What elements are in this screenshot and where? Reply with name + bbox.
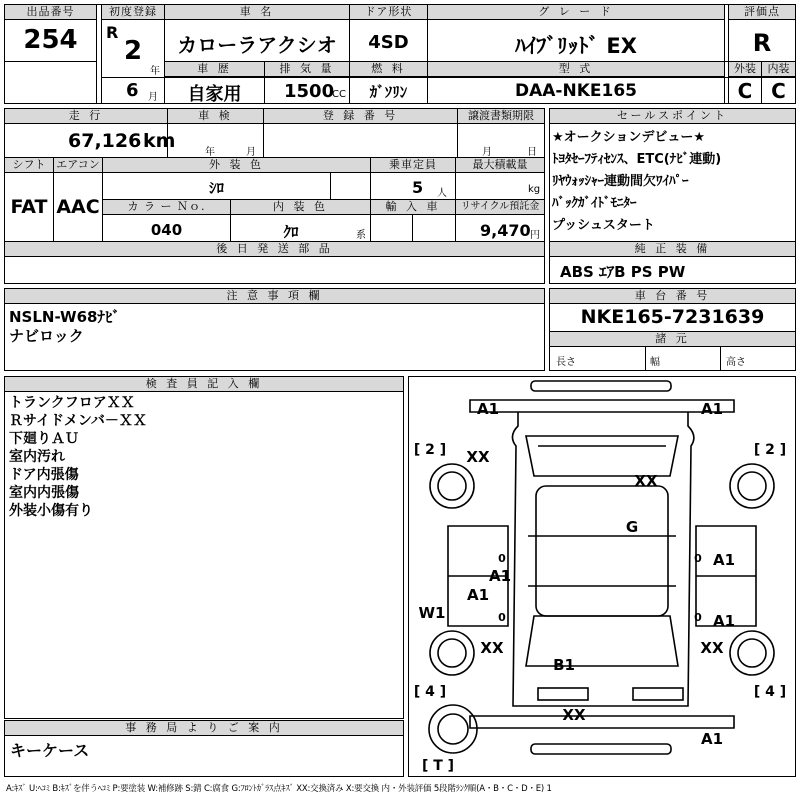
front-bumper-outline (470, 400, 734, 412)
width-label: 幅 (650, 357, 660, 368)
inspection-year-unit: 年 (205, 147, 215, 158)
damage-legend: A:ｷｽﾞ U:ﾍｺﾐ B:ｷｽﾞを伴うﾍｺﾐ P:要塗装 W:補修跡 S:錆 C:腐食 G:ﾌﾛﾝﾄｶﾞﾗｽ点ｷｽﾞ XX:交換済み X:要交換 内・外装評価 5段階ﾗﾝｸ順(A・B・C・D・E) 1 (6, 784, 552, 794)
capacity: 5 (412, 178, 424, 197)
first-reg-label: 初度登録 (102, 5, 164, 20)
damage-mark: XX (480, 639, 504, 657)
mileage-label: 走 行 (5, 109, 167, 124)
damage-mark: G (625, 518, 639, 536)
shift: FAT (10, 196, 48, 218)
inspector-item: Ｒサイドメンバ－ＸＸ (9, 413, 147, 429)
chassis-label: 車 台 番 号 (550, 289, 795, 304)
car-name: カローラアクシオ (177, 33, 337, 57)
interior-grade: C (771, 79, 786, 103)
office-text: キーケース (10, 741, 90, 760)
rear-window (526, 616, 678, 666)
wheel-front-right (730, 464, 774, 508)
grade: ﾊｲﾌﾞﾘｯﾄﾞ EX (515, 34, 637, 58)
shift-label: シフト (5, 158, 53, 173)
office-label: 事 務 局 よ り ご 案 内 (5, 721, 403, 736)
damage-mark: XX (466, 448, 490, 466)
length-label: 長さ (556, 357, 576, 368)
notes-list (9, 308, 529, 346)
inspector-label: 検 査 員 記 入 欄 (5, 377, 403, 392)
later-parts-label: 後 日 発 送 部 品 (5, 242, 544, 257)
model-label: 型 式 (428, 62, 724, 77)
capacity-label: 乗車定員 (371, 158, 455, 173)
inspector-item: 下廻りＡＵ (9, 431, 79, 447)
displacement-label: 排 気 量 (265, 62, 349, 77)
mileage: 67,126 (68, 130, 142, 152)
note-item: NSLN-W68ﾅﾋﾞ (9, 308, 120, 326)
tire-label: [ 4 ] (413, 684, 447, 700)
inspector-item: トランクフロアＸＸ (9, 395, 135, 411)
grade-label: グ レ ー ド (428, 5, 724, 20)
sales-point-item: ★オークションデビュー★ (552, 130, 706, 145)
score: R (752, 29, 772, 57)
import-label: 輸 入 車 (371, 200, 455, 215)
inspector-item: 室内汚れ (9, 449, 65, 465)
lot-no-label: 出品番号 (5, 5, 96, 20)
inspection-month-unit: 月 (246, 147, 256, 158)
transfer-label: 譲渡書類期限 (458, 109, 544, 124)
damage-mark: W1 (418, 604, 446, 622)
equipment-label: 純 正 装 備 (550, 242, 795, 257)
rear-bumper-lamps (538, 688, 588, 700)
inspector-item: 室内内張傷 (9, 485, 79, 501)
lot-number: 254 (23, 25, 78, 55)
spare-wheel (429, 705, 477, 753)
exterior-grade: C (737, 79, 753, 103)
reg-no-label: 登 録 番 号 (264, 109, 457, 124)
mileage-unit: km (143, 130, 176, 152)
zero-mark: 0 (694, 552, 702, 565)
notes-label: 注 意 事 項 欄 (5, 289, 544, 304)
recycle-label: リサイクル預託金 (456, 200, 544, 215)
roof (536, 486, 668, 616)
door-label: ドア形状 (350, 5, 427, 20)
displacement-unit: CC (332, 89, 346, 100)
sales-points-list (552, 127, 792, 237)
max-load-label: 最大積載量 (456, 158, 544, 173)
ac-label: エアコン (54, 158, 102, 173)
damage-mark: B1 (553, 656, 575, 674)
fuel: ｶﾞｿﾘﾝ (369, 83, 408, 101)
sales-point-item: ﾄﾖﾀｾｰﾌﾃｨｾﾝｽ、ETC(ﾅﾋﾞ連動) (552, 152, 722, 167)
max-load-unit: kg (528, 184, 541, 195)
spec-label: 諸 元 (550, 332, 795, 347)
exterior-label: 外装 (729, 62, 761, 77)
damage-mark: XX (634, 472, 658, 490)
inspector-item: ドア内張傷 (9, 467, 79, 483)
sales-point-item: プッシュスタート (552, 218, 655, 233)
car-diagram (408, 376, 796, 777)
tire-label: [ 2 ] (413, 442, 447, 458)
windshield (526, 436, 678, 476)
sales-point-item: ﾊﾞｯｸｶﾞｲﾄﾞﾓﾆﾀｰ (552, 196, 637, 211)
transfer-month-unit: 月 (482, 147, 492, 158)
car-name-label: 車 名 (165, 5, 349, 20)
wheel-rear-right (730, 631, 774, 675)
int-color-unit: 系 (356, 230, 366, 241)
wheel-rear-left (430, 631, 474, 675)
equipment: ABS ｴｱB PS PW (560, 263, 686, 281)
chassis-number: NKE165-7231639 (580, 306, 765, 328)
color-no-label: カ ラ ー Ｎｏ. (103, 200, 230, 215)
first-reg-era: R (106, 23, 119, 42)
ext-color-label: 外 装 色 (103, 158, 370, 173)
inspector-item: 外装小傷有り (9, 503, 93, 519)
transfer-day-unit: 日 (527, 147, 537, 158)
reg-history-label: 車 歴 (165, 62, 264, 77)
rear-bumper (470, 716, 734, 728)
note-item: ナビロック (9, 327, 84, 345)
sales-point-item: ﾘﾔｳｫｯｼｬｰ連動間欠ﾜｲﾊﾟｰ (552, 174, 689, 189)
car-outline (512, 412, 693, 706)
damage-mark: A1 (476, 400, 500, 418)
month-unit: 月 (148, 92, 158, 103)
zero-mark: 0 (694, 611, 702, 624)
color-no: 040 (150, 221, 183, 239)
zero-mark: 0 (498, 611, 506, 624)
damage-mark: A1 (466, 586, 490, 604)
damage-mark: A1 (700, 730, 724, 748)
damage-mark: XX (700, 639, 724, 657)
recycle-fee: 9,470 (480, 221, 531, 240)
recycle-unit: 円 (530, 230, 540, 241)
wheel-front-left (430, 464, 474, 508)
tire-label: [ T ] (421, 758, 455, 774)
zero-mark: 0 (498, 552, 506, 565)
model-code: DAA-NKE165 (515, 81, 637, 101)
int-color-label: 内 装 色 (231, 200, 370, 215)
ac: AAC (56, 196, 100, 218)
displacement: 1500 (284, 81, 335, 102)
height-label: 高さ (726, 357, 746, 368)
damage-mark: A1 (700, 400, 724, 418)
interior-label: 内装 (762, 62, 795, 77)
score-label: 評価点 (729, 5, 795, 20)
reg-history: 自家用 (187, 84, 242, 105)
tire-label: [ 4 ] (753, 684, 787, 700)
capacity-unit: 人 (437, 188, 447, 199)
int-color: ｸﾛ (283, 223, 299, 241)
ext-color: ｼﾛ (208, 179, 224, 197)
year-unit: 年 (150, 66, 160, 77)
damage-mark: A1 (712, 612, 736, 630)
tire-label: [ 2 ] (753, 442, 787, 458)
damage-mark: A1 (712, 551, 736, 569)
damage-mark: A1 (488, 567, 512, 585)
first-reg-month: 6 (126, 80, 139, 101)
inspection-label: 車 検 (168, 109, 263, 124)
first-reg-year: 2 (124, 36, 143, 66)
fuel-label: 燃 料 (350, 62, 427, 77)
inspector-list (9, 394, 399, 520)
front-bumper (531, 381, 671, 391)
sales-points-label: セールスポイント (550, 109, 795, 124)
damage-mark: XX (562, 706, 586, 724)
door-type: 4SD (368, 32, 409, 53)
